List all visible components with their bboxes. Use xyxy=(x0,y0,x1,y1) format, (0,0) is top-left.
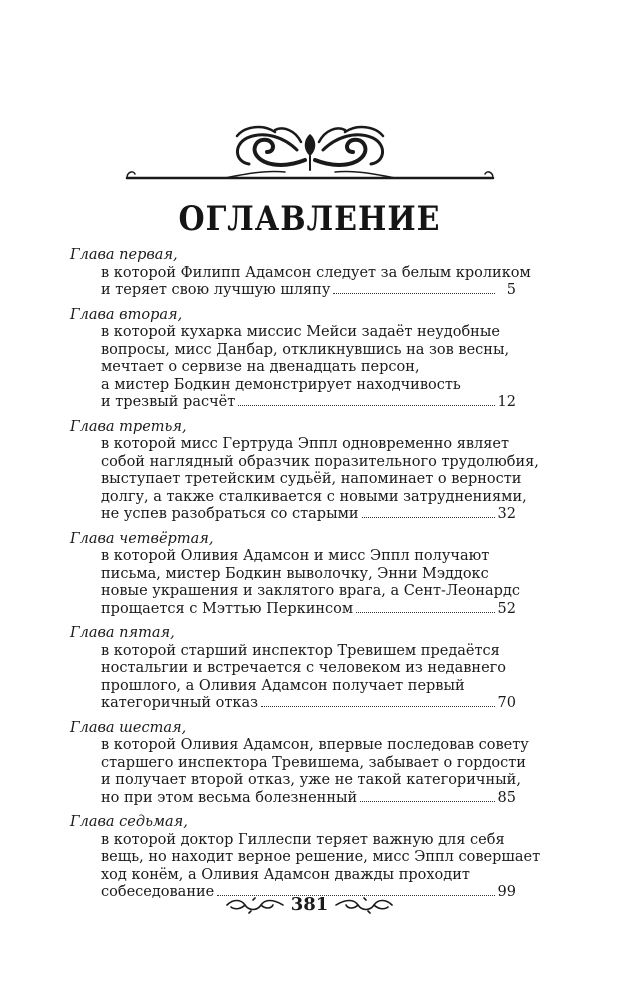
chapter-description-line: а мистер Бодкин демонстрирует находчивость xyxy=(101,376,461,393)
chapter-description-line: прощается с Мэттью Перкинсом xyxy=(101,600,354,617)
table-of-contents xyxy=(70,247,541,909)
chapter-last-line xyxy=(70,601,516,619)
chapter-description-line: новые украшения и заклятого врага, а Сент-Леонардс xyxy=(101,583,521,599)
chapter-description-line: собой наглядный образчик поразительного трудолюбия, xyxy=(101,453,539,470)
chapter-last-line xyxy=(70,790,516,808)
dot-leader xyxy=(360,801,494,802)
header-ornament xyxy=(125,120,495,182)
chapter-last-line xyxy=(70,394,516,412)
chapter-description-line: старшего инспектора Тревишема, забывает о гордости xyxy=(101,754,526,771)
dot-leader xyxy=(333,293,495,294)
chapter-description-line: долгу, а также сталкивается с новыми затруднениями, xyxy=(101,488,527,505)
chapter-description-line: ностальгии и встречается с человеком из недавнего xyxy=(101,660,506,676)
toc-entry[interactable] xyxy=(70,418,539,524)
chapter-page-number: 5 xyxy=(506,282,516,298)
dot-leader xyxy=(261,706,495,707)
chapter-title: Глава четвёртая, xyxy=(70,530,214,547)
dot-leader xyxy=(238,405,494,406)
chapter-last-line xyxy=(70,506,516,524)
chapter-description-line: вопросы, мисс Данбар, откликнувшись на зов весны, xyxy=(101,341,510,358)
chapter-title: Глава вторая, xyxy=(70,306,183,323)
chapter-description-line: выступает третейским судьёй, напоминает о верности xyxy=(101,471,522,487)
chapter-page-number: 70 xyxy=(497,695,516,711)
chapter-description-line: и теряет свою лучшую шляпу xyxy=(101,282,331,298)
chapter-page-number: 52 xyxy=(497,600,516,617)
chapter-description-line: собеседование xyxy=(101,884,215,900)
toc-entry[interactable] xyxy=(70,247,531,300)
chapter-page-number: 85 xyxy=(497,789,516,806)
chapter-description-line: в которой Оливия Адамсон и мисс Эппл получают xyxy=(101,548,490,564)
chapter-description-line: в которой старший инспектор Тревишем предаётся xyxy=(101,642,500,659)
chapter-title: Глава пятая, xyxy=(70,625,175,641)
right-flourish-icon xyxy=(334,896,398,914)
chapter-description-line: но при этом весьма болезненный xyxy=(101,789,358,806)
chapter-title: Глава седьмая, xyxy=(70,814,188,830)
chapter-description-line: и получает второй отказ, уже не такой категоричный, xyxy=(101,772,521,788)
chapter-title: Глава первая, xyxy=(70,247,178,263)
chapter-description-line: ход конём, а Оливия Адамсон дважды проходит xyxy=(101,866,470,883)
toc-entry[interactable] xyxy=(70,814,541,902)
chapter-page-number: 99 xyxy=(497,884,516,900)
chapter-description-line: прошлого, а Оливия Адамсон получает первый xyxy=(101,677,465,694)
toc-entry[interactable] xyxy=(70,719,529,808)
chapter-title: Глава третья, xyxy=(70,418,187,435)
chapter-last-line xyxy=(70,282,516,300)
chapter-description-line: вещь, но находит верное решение, мисс Эппл совершает xyxy=(101,849,541,865)
toc-entry[interactable] xyxy=(70,530,521,619)
page-title: ОГЛАВЛЕНИЕ xyxy=(178,200,441,240)
chapter-description-line: мечтает о сервизе на двенадцать персон, xyxy=(101,359,420,375)
chapter-description-line: в которой мисс Гертруда Эппл одновременно являет xyxy=(101,436,509,452)
chapter-description-line: в которой Филипп Адамсон следует за белым кроликом xyxy=(101,264,531,281)
chapter-description-line: в которой Оливия Адамсон, впервые последовав совету xyxy=(101,737,529,753)
chapter-description-line: в которой доктор Гиллеспи теряет важную для себя xyxy=(101,831,505,848)
page-footer xyxy=(0,894,619,915)
dot-leader xyxy=(362,517,495,518)
chapter-description-line: не успев разобраться со старыми xyxy=(101,506,359,522)
toc-entry[interactable] xyxy=(70,625,516,713)
chapter-last-line xyxy=(70,695,516,713)
left-flourish-icon xyxy=(221,896,285,914)
chapter-page-number: 32 xyxy=(497,506,516,522)
chapter-description-line: в которой кухарка миссис Мейси задаёт неудобные xyxy=(101,324,500,340)
chapter-description-line: письма, мистер Бодкин выволочку, Энни Мэддокс xyxy=(101,565,489,582)
toc-entry[interactable] xyxy=(70,307,516,412)
chapter-description-line: категоричный отказ xyxy=(101,695,259,711)
chapter-page-number: 12 xyxy=(497,394,516,410)
dot-leader xyxy=(356,612,494,613)
page-number: 381 xyxy=(290,894,329,915)
chapter-description-line: и трезвый расчёт xyxy=(101,394,236,410)
chapter-title: Глава шестая, xyxy=(70,719,187,736)
